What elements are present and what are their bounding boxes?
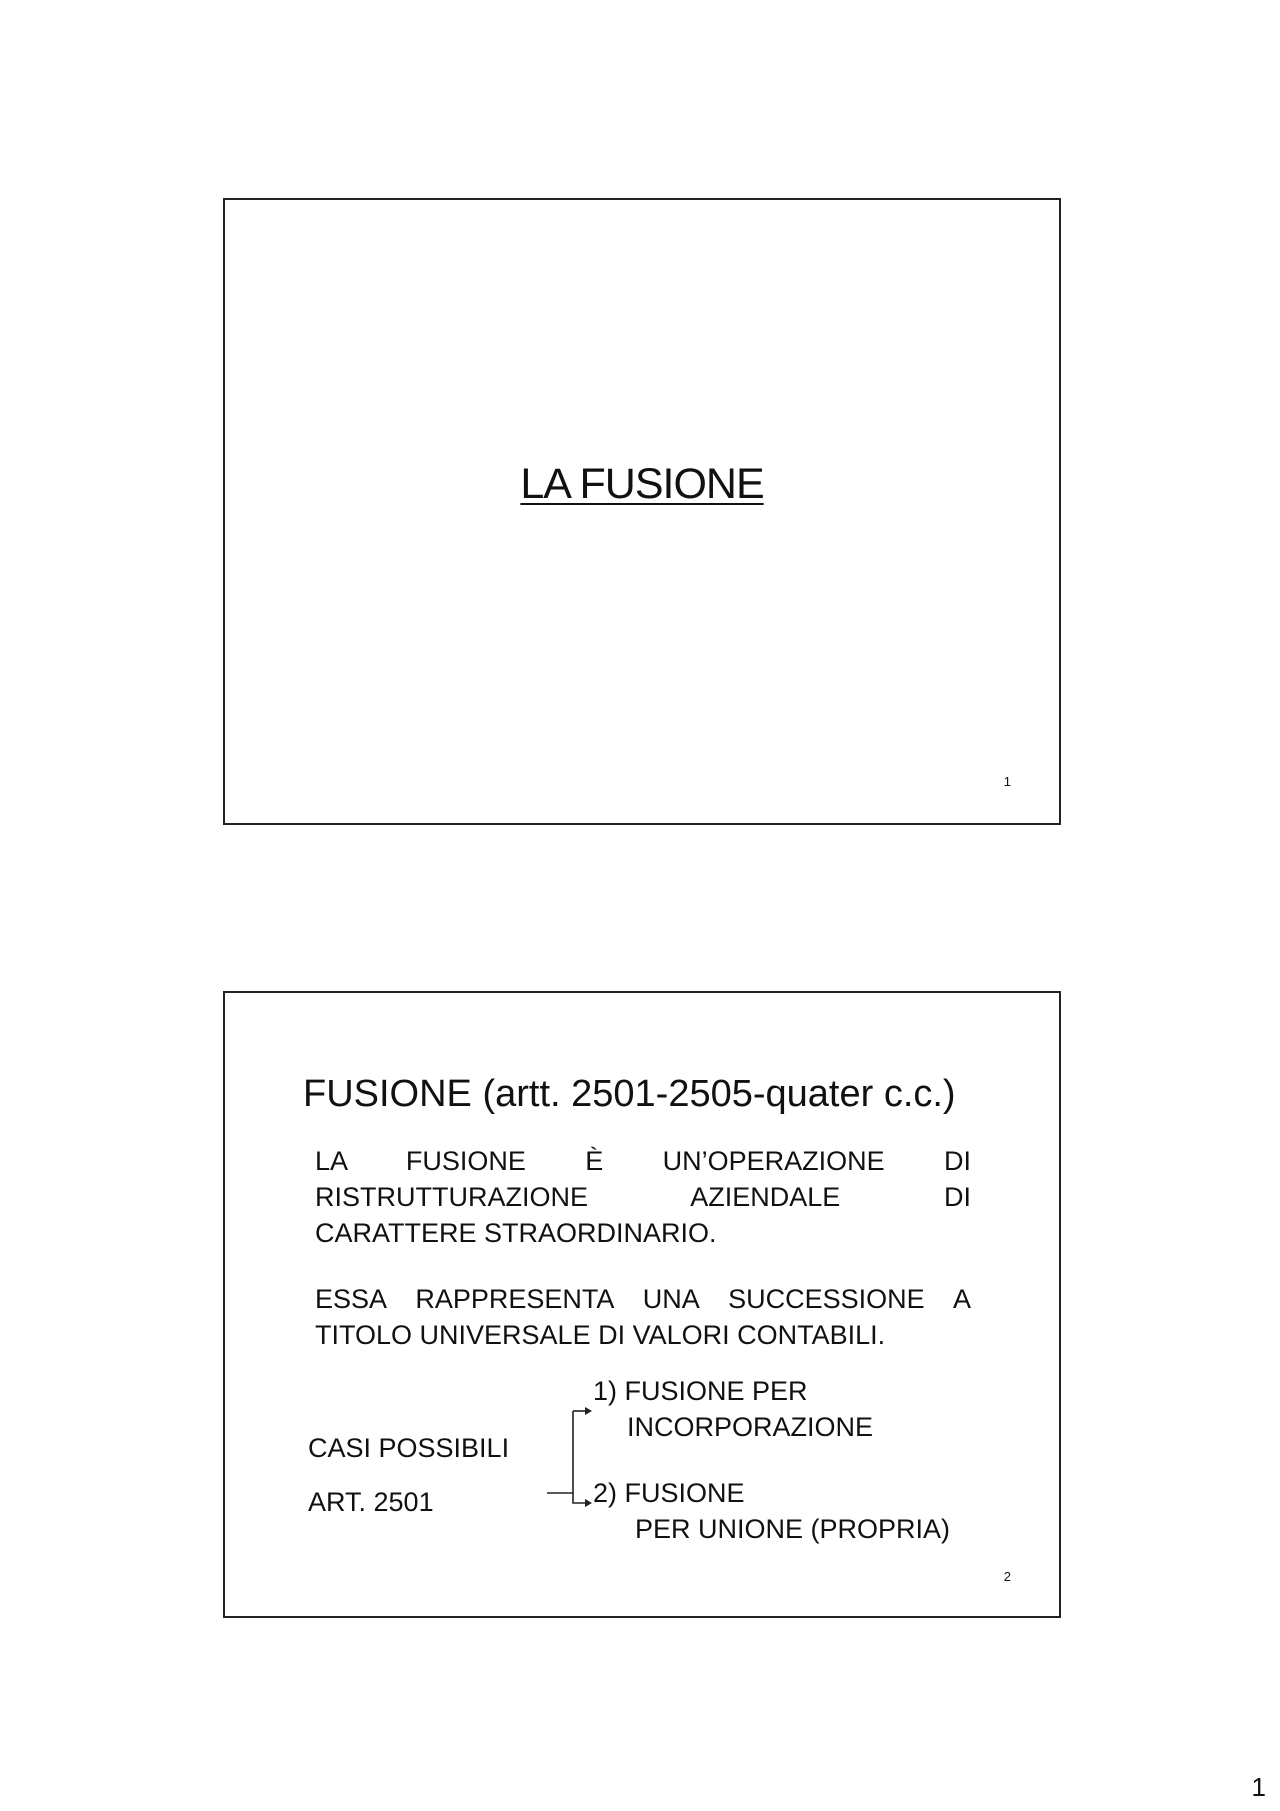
case-2-line-1: 2) FUSIONE [593,1478,745,1508]
succession-line-2: TITOLO UNIVERSALE DI VALORI CONTABILI. [315,1320,886,1350]
page-number: 1 [1251,1772,1266,1802]
slide-2-number: 2 [1003,1569,1011,1584]
succession-paragraph [315,1281,971,1353]
definition-line-1: LA FUSIONE È UN’OPERAZIONE DI [315,1146,971,1176]
slide-1-number: 1 [1003,774,1011,789]
case-merger-by-incorporation [593,1373,873,1445]
case-1-line-1: 1) FUSIONE PER [593,1376,808,1406]
slide-1 [223,198,1061,825]
cases-label: CASI POSSIBILI [308,1433,510,1463]
definition-line-3: CARATTERE STRAORDINARIO. [315,1218,717,1248]
case-1-line-2: INCORPORAZIONE [627,1412,874,1442]
definition-paragraph [315,1143,971,1251]
article-label: ART. 2501 [308,1487,434,1517]
definition-line-2: RISTRUTTURAZIONE AZIENDALE DI [315,1182,971,1212]
slide-2 [223,991,1061,1618]
case-merger-by-union [593,1475,950,1547]
case-2-line-2: PER UNIONE (PROPRIA) [635,1514,951,1544]
slide-2-title: FUSIONE (artt. 2501-2505-quater c.c.) [303,1073,956,1115]
bracket-arrows-icon [543,1403,593,1513]
succession-line-1: ESSA RAPPRESENTA UNA SUCCESSIONE A [315,1284,971,1314]
slide-1-title: LA FUSIONE [520,460,764,508]
